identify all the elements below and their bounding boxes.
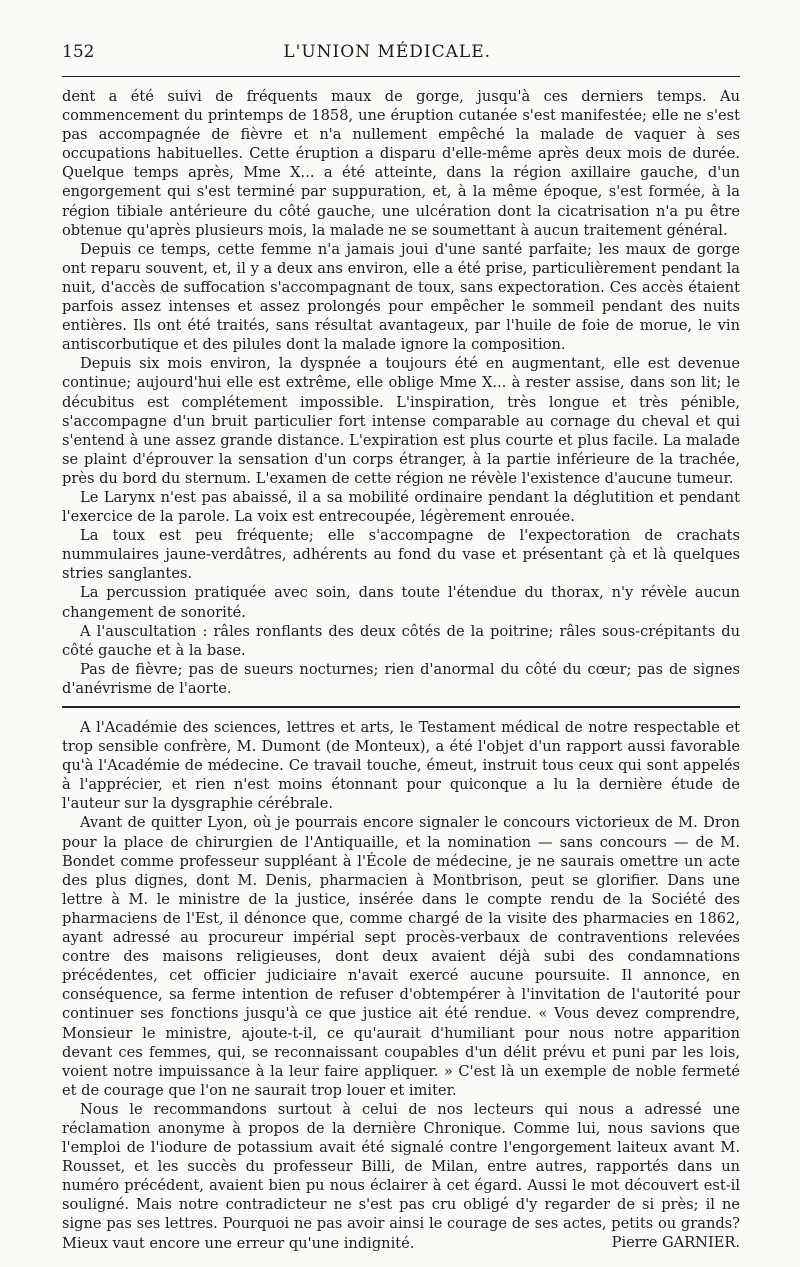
document-page — [62, 42, 740, 1252]
author-signature: Pierre GARNIER. — [611, 1233, 740, 1251]
body-paragraph: Depuis ce temps, cette femme n'a jamais joui d'une santé parfaite; les maux de gorge ont reparu souvent, et, il y a deux ans environ, elle a été prise, particulièrement pendant la nuit, d'accès de suffocation s'accompagnant de toux, sans expectoration. Ces accès étaient parfois assez intenses et assez prolongés pour empêcher le sommeil pendant des nuits entières. Ils ont été traités, sans résultat avantageux, par l'huile de foie de morue, le vin antiscorbutique et des pilules dont la malade ignore la composition. — [62, 240, 740, 354]
body-paragraph: Depuis six mois environ, la dyspnée a toujours été en augmentant, elle est devenue continue; aujourd'hui elle est extrême, elle oblige Mme X... à rester assise, dans son lit; le décubitus est complétement impossible. L'inspiration, très longue et très pénible, s'accompagne d'un bruit particulier fort intense comparable au cornage du cheval et qui s'entend à une assez grande distance. L'expiration est plus courte et plus facile. La malade se plaint d'éprouver la sensation d'un corps étranger, à la partie inférieure de la trachée, près du bord du sternum. L'examen de cette région ne révèle l'existence d'aucune tumeur. — [62, 355, 740, 487]
body-paragraph: A l'auscultation : râles ronflants des deux côtés de la poitrine; râles sous-crépitants du côté gauche et à la base. — [62, 622, 740, 659]
body-paragraph: La toux est peu fréquente; elle s'accompagne de l'expectoration de crachats nummulaires jaune-verdâtres, adhérents au fond du vase et présentant çà et là quelques stries sanglantes. — [62, 527, 740, 583]
body-paragraph: A l'Académie des sciences, lettres et arts, le Testament médical de notre respectable et trop sensible confrère, M. Dumont (de Monteux), a été l'objet d'un rapport aussi favorable qu'à l'Académie de médecine. Ce travail touche, émeut, instruit tous ceux qui sont appelés à l'apprécier, et rien n'est moins étonnant pour quiconque a lu la dernière étude de l'auteur sur la dysgraphie cérébrale. — [62, 719, 740, 813]
case-report-section — [62, 87, 740, 698]
body-paragraph: dent a été suivi de fréquents maux de gorge, jusqu'à ces derniers temps. Au commencement du printemps de 1858, une éruption cutanée s'est manifestée; elle ne s'est pas accompagnée de fièvre et n'a nullement empêché la malade de vaquer à ses occupations habituelles. Cette éruption a disparu d'elle-même après deux mois de durée. Quelque temps après, Mme X... a été atteinte, dans la région axillaire gauche, d'un engorgement qui s'est terminé par suppuration, et, à la même époque, s'est formée, à la région tibiale antérieure du côté gauche, une ulcération dont la cicatrisation n'a pu être obtenue qu'après plusieurs mois, la malade ne se soumettant à aucun traitement général. — [62, 88, 740, 239]
section-divider — [62, 706, 740, 708]
chronicle-section — [62, 718, 740, 1251]
body-paragraph: Pas de fièvre; pas de sueurs nocturnes; rien d'anormal du côté du cœur; pas de signes d'anévrisme de l'aorte. — [62, 660, 740, 697]
page-header — [62, 42, 740, 72]
running-title: L'UNION MÉDICALE. — [283, 42, 492, 62]
body-paragraph: Le Larynx n'est pas abaissé, il a sa mobilité ordinaire pendant la déglutition et pendant l'exercice de la parole. La voix est entrecoupée, légèrement enrouée. — [62, 488, 740, 526]
body-paragraph: Avant de quitter Lyon, où je pourrais encore signaler le concours victorieux de M. Dron pour la place de chirurgien de l'Antiquaille, et la nomination — sans concours — de M. Bondet comme professeur suppléant à l'École de médecine, je ne saurais omettre un acte des plus dignes, dont M. Denis, pharmacien à Montbrison, peut se glorifier. Dans une lettre à M. le ministre de la justice, insérée dans le compte rendu de la Société des pharmaciens de l'Est, il dénonce que, comme chargé de la visite des pharmacies en 1862, ayant adressé au procureur impérial sept procès-verbaux de contraventions relevées contre des maisons religieuses, dont deux avaient déjà subi des condamnations précédentes, cet officier judiciaire n'avait exercé aucune poursuite. Il annonce, en conséquence, sa ferme intention de refuser d'obtempérer à l'invitation de l'autorité pour continuer ses fonctions jusqu'à ce que justice ait été rendue. « Vous devez comprendre, Monsieur le ministre, ajoute-t-il, ce qu'aurait d'humiliant pour nous notre apparition devant ces femmes, qui, se reconnaissant coupables d'un délit prévu et puni par les lois, voient notre impuissance à la leur faire appliquer. » C'est là un exemple de noble fermeté et de courage que l'on ne saurait trop louer et imiter. — [62, 814, 740, 1099]
body-paragraph: La percussion pratiquée avec soin, dans toute l'étendue du thorax, n'y révèle aucun changement de sonorité. — [62, 584, 740, 621]
body-paragraph: Nous le recommandons surtout à celui de nos lecteurs qui nous a adressé une réclamation anonyme à propos de la dernière Chronique. Comme lui, nous savions que l'emploi de l'iodure de potassium avait été signalé contre l'engorgement laiteux avant M. Rousset, et les succès du professeur Billi, de Milan, entre autres, rapportés dans un numéro précédent, avaient bien pu nous éclairer à cet égard. Aussi le mot découvert est-il souligné. Mais notre contradicteur ne s'est pas cru obligé d'y regarder de si près; il ne signe pas ses lettres. Pourquoi ne pas avoir ainsi le courage de ses actes, petits ou grands? Mieux vaut encore une erreur qu'une indignité. — [62, 1100, 740, 1252]
header-rule — [62, 76, 740, 77]
page-number: 152 — [62, 42, 95, 62]
